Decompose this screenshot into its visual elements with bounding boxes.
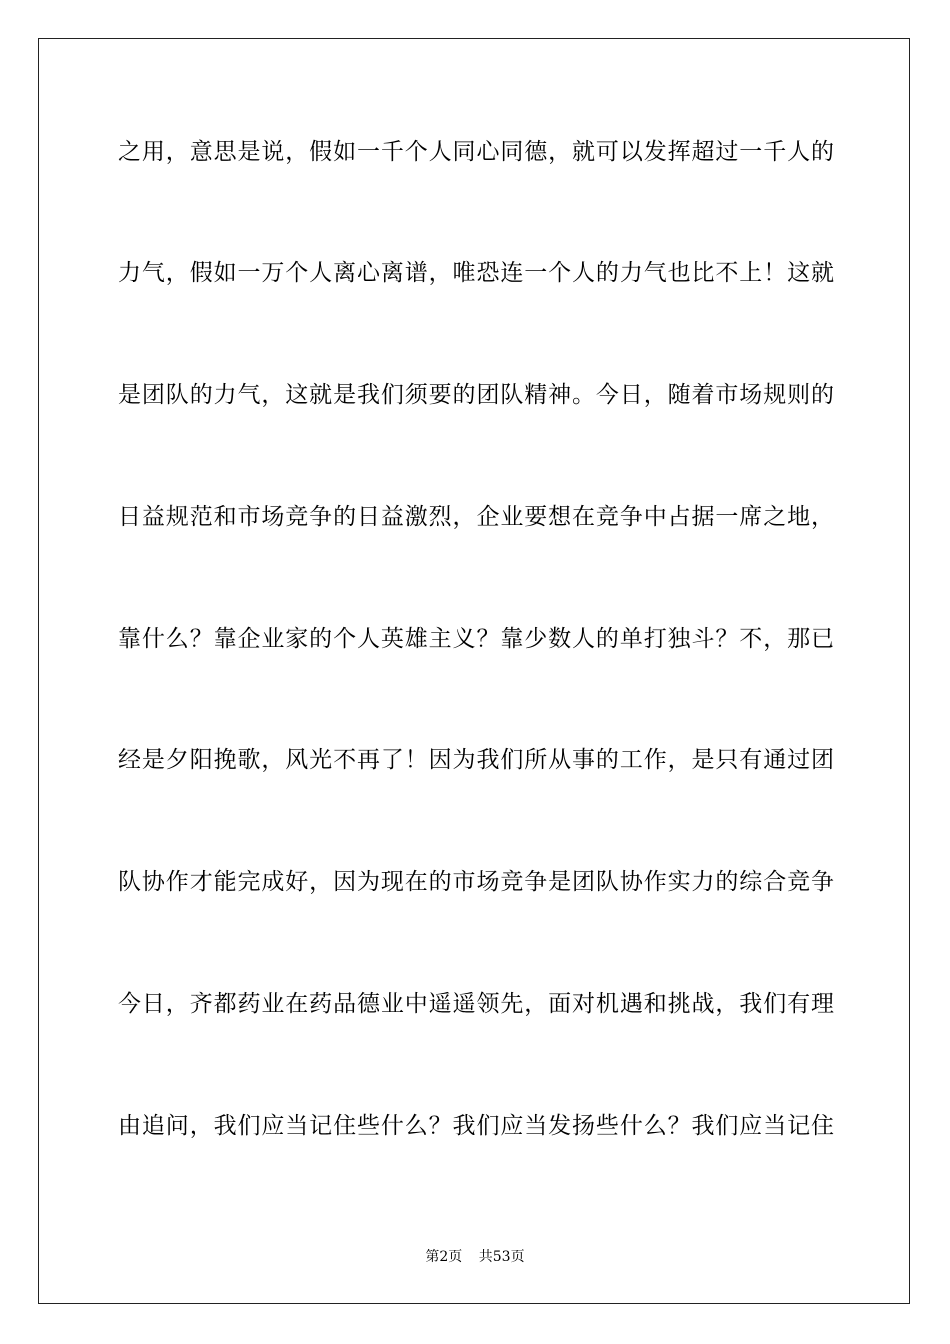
body-line-9: 由追问，我们应当记住些什么？我们应当发扬些什么？我们应当记住 <box>118 1113 834 1139</box>
total-pages: 共53页 <box>478 1249 525 1265</box>
page-number: 第2页 <box>425 1249 463 1265</box>
body-line-5: 靠什么？靠企业家的个人英雄主义？靠少数人的单打独斗？不，那已 <box>118 626 834 652</box>
body-line-2: 力气，假如一万个人离心离谱，唯恐连一个人的力气也比不上！这就 <box>118 260 834 286</box>
body-line-1: 之用，意思是说，假如一千个人同心同德，就可以发挥超过一千人的 <box>118 139 834 165</box>
body-line-8: 今日，齐都药业在药品德业中遥遥领先，面对机遇和挑战，我们有理 <box>118 991 834 1017</box>
page-footer <box>0 1247 950 1267</box>
body-line-7: 队协作才能完成好，因为现在的市场竞争是团队协作实力的综合竞争 <box>118 869 834 895</box>
body-line-4: 日益规范和市场竞争的日益激烈，企业要想在竞争中占据一席之地， <box>118 504 834 530</box>
body-line-6: 经是夕阳挽歌，风光不再了！因为我们所从事的工作，是只有通过团 <box>118 747 834 773</box>
body-line-3: 是团队的力气，这就是我们须要的团队精神。今日，随着市场规则的 <box>118 382 834 408</box>
